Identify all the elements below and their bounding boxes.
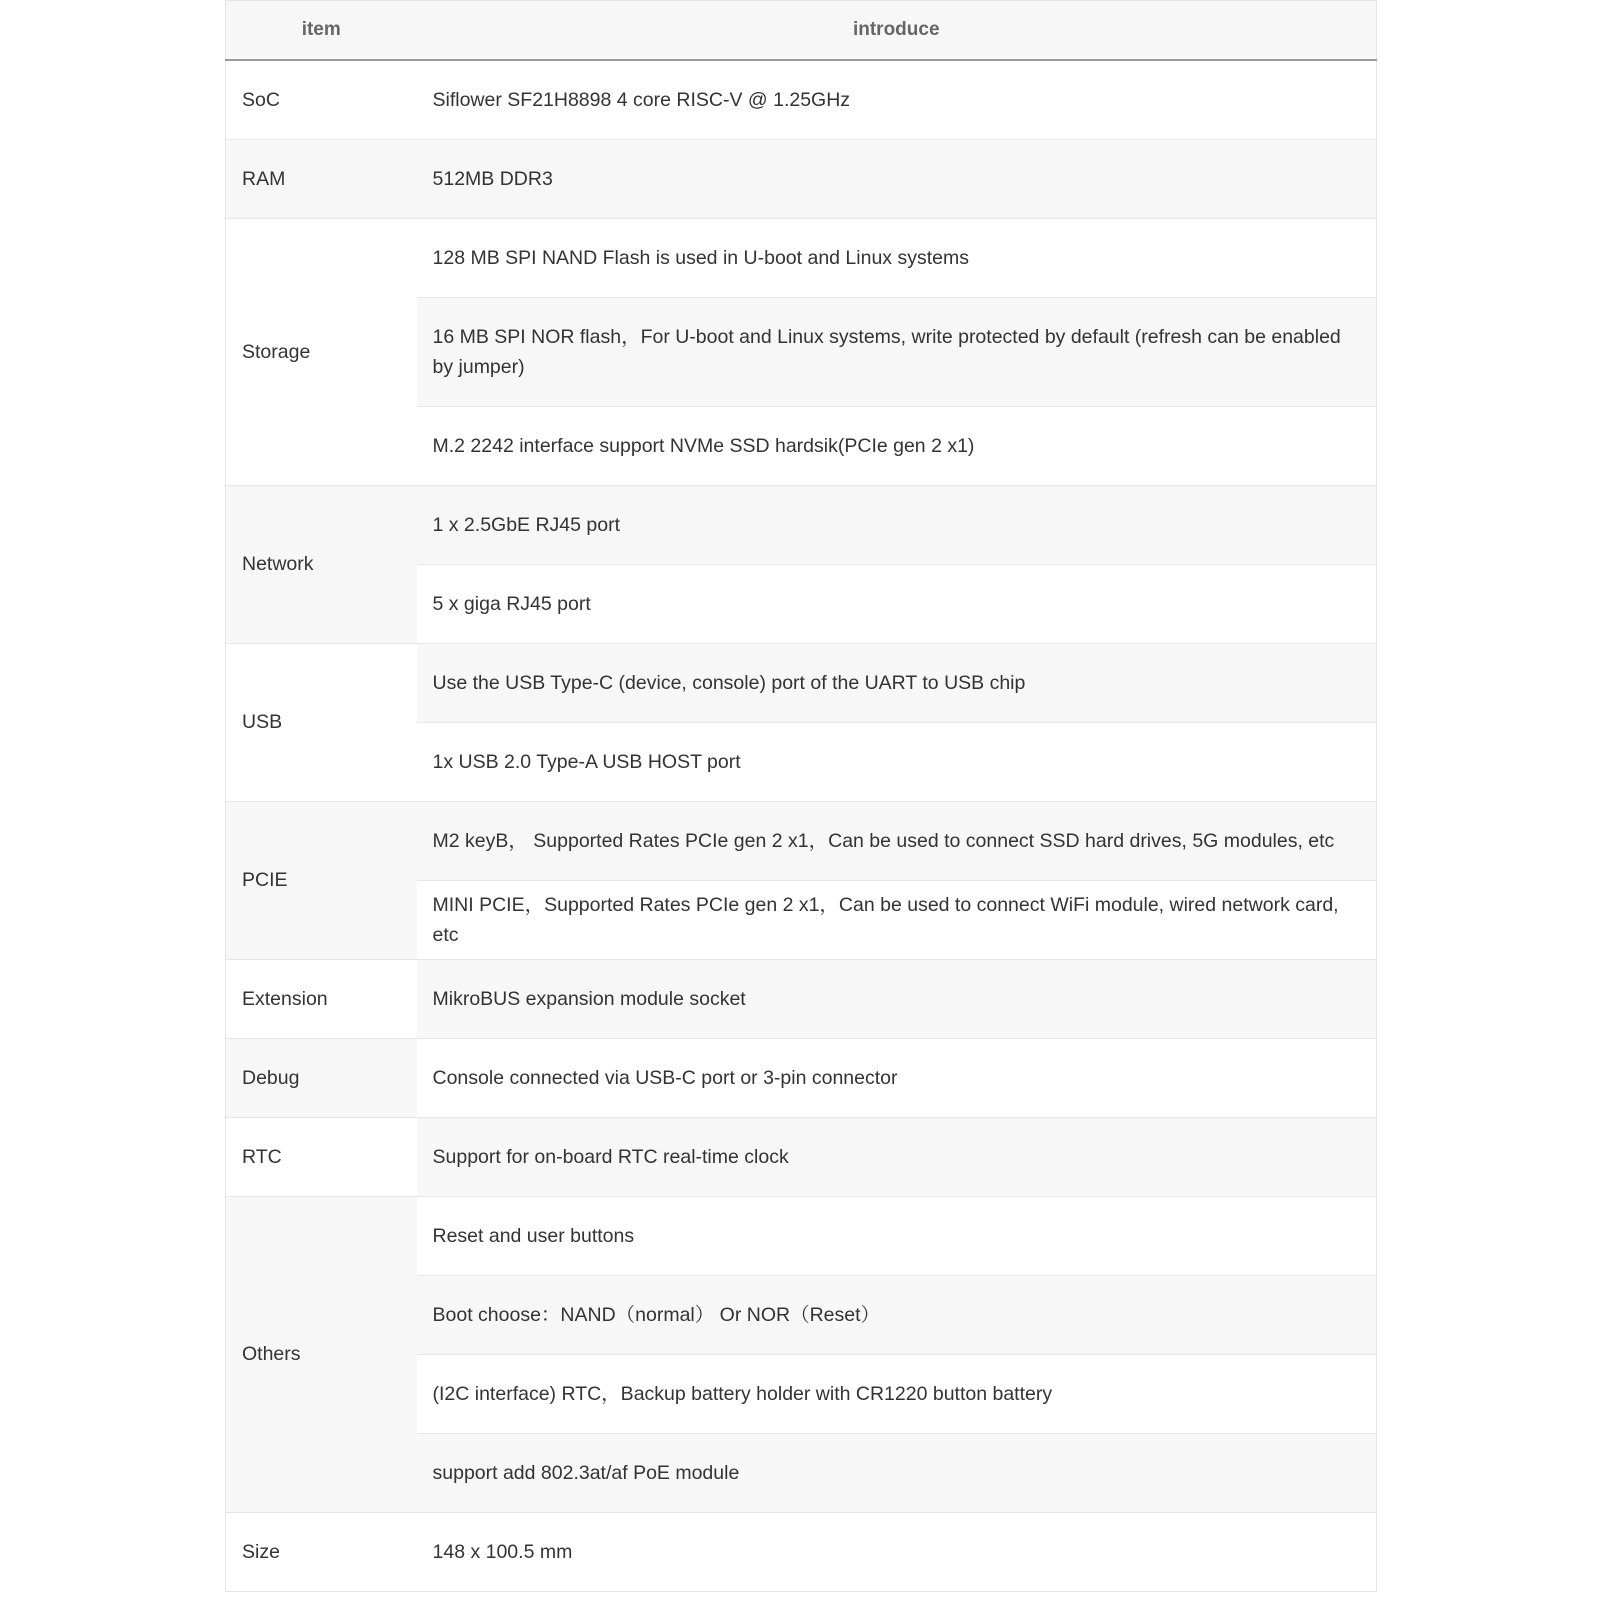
spec-item-label: Debug	[226, 1038, 417, 1117]
header-row	[226, 1, 1377, 61]
spec-item-label: RTC	[226, 1117, 417, 1196]
table-row	[226, 1117, 1377, 1196]
spec-item-label: RAM	[226, 139, 417, 218]
spec-item-value: MINI PCIE，Supported Rates PCIe gen 2 x1，Can be used to connect WiFi module, wired network card, etc	[417, 880, 1377, 959]
table-row	[226, 60, 1377, 139]
spec-item-value: 148 x 100.5 mm	[417, 1512, 1377, 1591]
table-row	[226, 801, 1377, 880]
spec-item-value: (I2C interface) RTC，Backup battery holder with CR1220 button battery	[417, 1354, 1377, 1433]
spec-item-value: Support for on-board RTC real-time clock	[417, 1117, 1377, 1196]
table-row	[226, 218, 1377, 297]
spec-item-value: MikroBUS expansion module socket	[417, 959, 1377, 1038]
table-row	[226, 959, 1377, 1038]
table-row	[226, 485, 1377, 564]
header-item: item	[226, 1, 417, 61]
table-row	[226, 1512, 1377, 1591]
spec-item-label: Size	[226, 1512, 417, 1591]
spec-table	[225, 0, 1377, 1592]
spec-item-value: 16 MB SPI NOR flash，For U-boot and Linux systems, write protected by default (refresh can be enabled by jumper)	[417, 297, 1377, 406]
spec-item-value: Console connected via USB-C port or 3-pin connector	[417, 1038, 1377, 1117]
spec-item-value: support add 802.3at/af PoE module	[417, 1433, 1377, 1512]
spec-item-label: PCIE	[226, 801, 417, 959]
spec-item-value: 5 x giga RJ45 port	[417, 564, 1377, 643]
spec-item-label: Others	[226, 1196, 417, 1512]
spec-item-value: M.2 2242 interface support NVMe SSD hardsik(PCIe gen 2 x1)	[417, 406, 1377, 485]
spec-item-value: Siflower SF21H8898 4 core RISC-V @ 1.25GHz	[417, 60, 1377, 139]
table-row	[226, 139, 1377, 218]
spec-item-label: Storage	[226, 218, 417, 485]
spec-item-value: 1 x 2.5GbE RJ45 port	[417, 485, 1377, 564]
spec-item-label: Extension	[226, 959, 417, 1038]
header-introduce: introduce	[417, 1, 1377, 61]
spec-item-value: Boot choose：NAND（normal） Or NOR（Reset）	[417, 1275, 1377, 1354]
spec-item-value: M2 keyB， Supported Rates PCIe gen 2 x1，Can be used to connect SSD hard drives, 5G modules, etc	[417, 801, 1377, 880]
spec-item-label: Network	[226, 485, 417, 643]
table-row	[226, 643, 1377, 722]
table-row	[226, 1038, 1377, 1117]
spec-item-value: 1x USB 2.0 Type-A USB HOST port	[417, 722, 1377, 801]
spec-item-value: 512MB DDR3	[417, 139, 1377, 218]
spec-item-label: SoC	[226, 60, 417, 139]
spec-item-value: Reset and user buttons	[417, 1196, 1377, 1275]
spec-item-value: Use the USB Type-C (device, console) port of the UART to USB chip	[417, 643, 1377, 722]
table-row	[226, 1196, 1377, 1275]
spec-body	[226, 60, 1377, 1591]
spec-item-value: 128 MB SPI NAND Flash is used in U-boot and Linux systems	[417, 218, 1377, 297]
spec-item-label: USB	[226, 643, 417, 801]
